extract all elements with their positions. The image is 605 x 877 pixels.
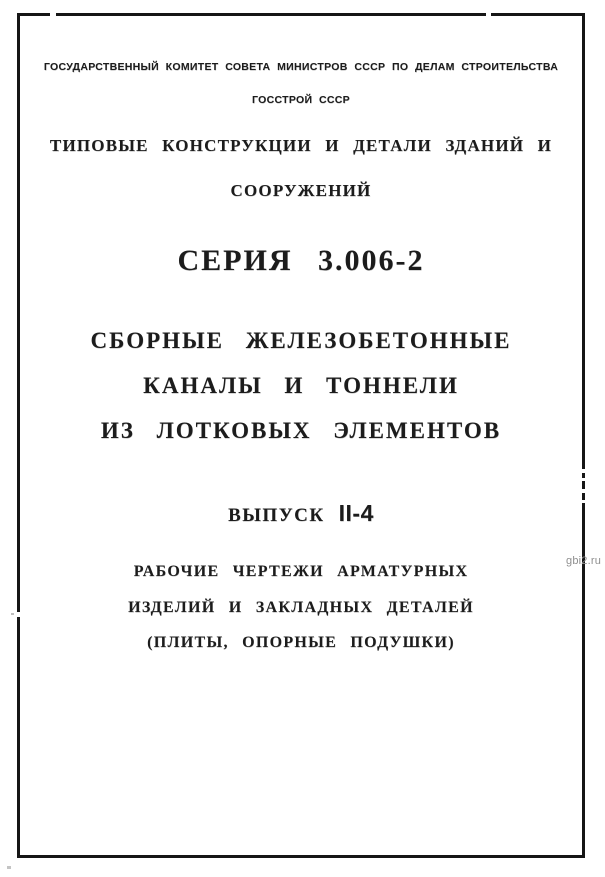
series-collection-title-line1: ТИПОВЫЕ КОНСТРУКЦИИ И ДЕТАЛИ ЗДАНИЙ И: [49, 136, 553, 155]
border-notch: [580, 478, 586, 481]
subtitle-line1: РАБОЧИЕ ЧЕРТЕЖИ АРМАТУРНЫХ: [133, 563, 469, 580]
subtitle-line3: (ПЛИТЫ, ОПОРНЫЕ ПОДУШКИ): [147, 634, 455, 651]
issue-line: [20, 500, 582, 527]
border-notch: [580, 500, 586, 503]
border-notch: [580, 489, 586, 493]
scan-speck: [7, 866, 11, 869]
document-title-line3: ИЗ ЛОТКОВЫХ ЭЛЕМЕНТОВ: [100, 418, 502, 443]
border-notch: [580, 469, 586, 473]
site-watermark: gbi2.ru: [566, 555, 602, 567]
scan-speck: [11, 613, 14, 615]
border-notch: [15, 612, 21, 617]
series-number: СЕРИЯ 3.006-2: [177, 244, 425, 277]
series-collection-title-line2: СООРУЖЕНИЙ: [230, 181, 372, 200]
issuing-authority-line: ГОСУДАРСТВЕННЫЙ КОМИТЕТ СОВЕТА МИНИСТРОВ СССР ПО ДЕЛАМ СТРОИТЕЛЬСТВА: [43, 61, 559, 73]
document-title-line1: СБОРНЫЕ ЖЕЛЕЗОБЕТОННЫЕ: [90, 328, 512, 353]
gosstroy-line: ГОССТРОЙ СССР: [252, 94, 350, 106]
subtitle-line2: ИЗДЕЛИЙ И ЗАКЛАДНЫХ ДЕТАЛЕЙ: [128, 599, 474, 616]
border-notch: [486, 12, 491, 17]
document-title-line2: КАНАЛЫ И ТОННЕЛИ: [143, 373, 459, 398]
border-notch: [50, 12, 56, 18]
issue-label: ВЫПУСК: [228, 505, 325, 526]
issue-number: II-4: [338, 500, 374, 526]
